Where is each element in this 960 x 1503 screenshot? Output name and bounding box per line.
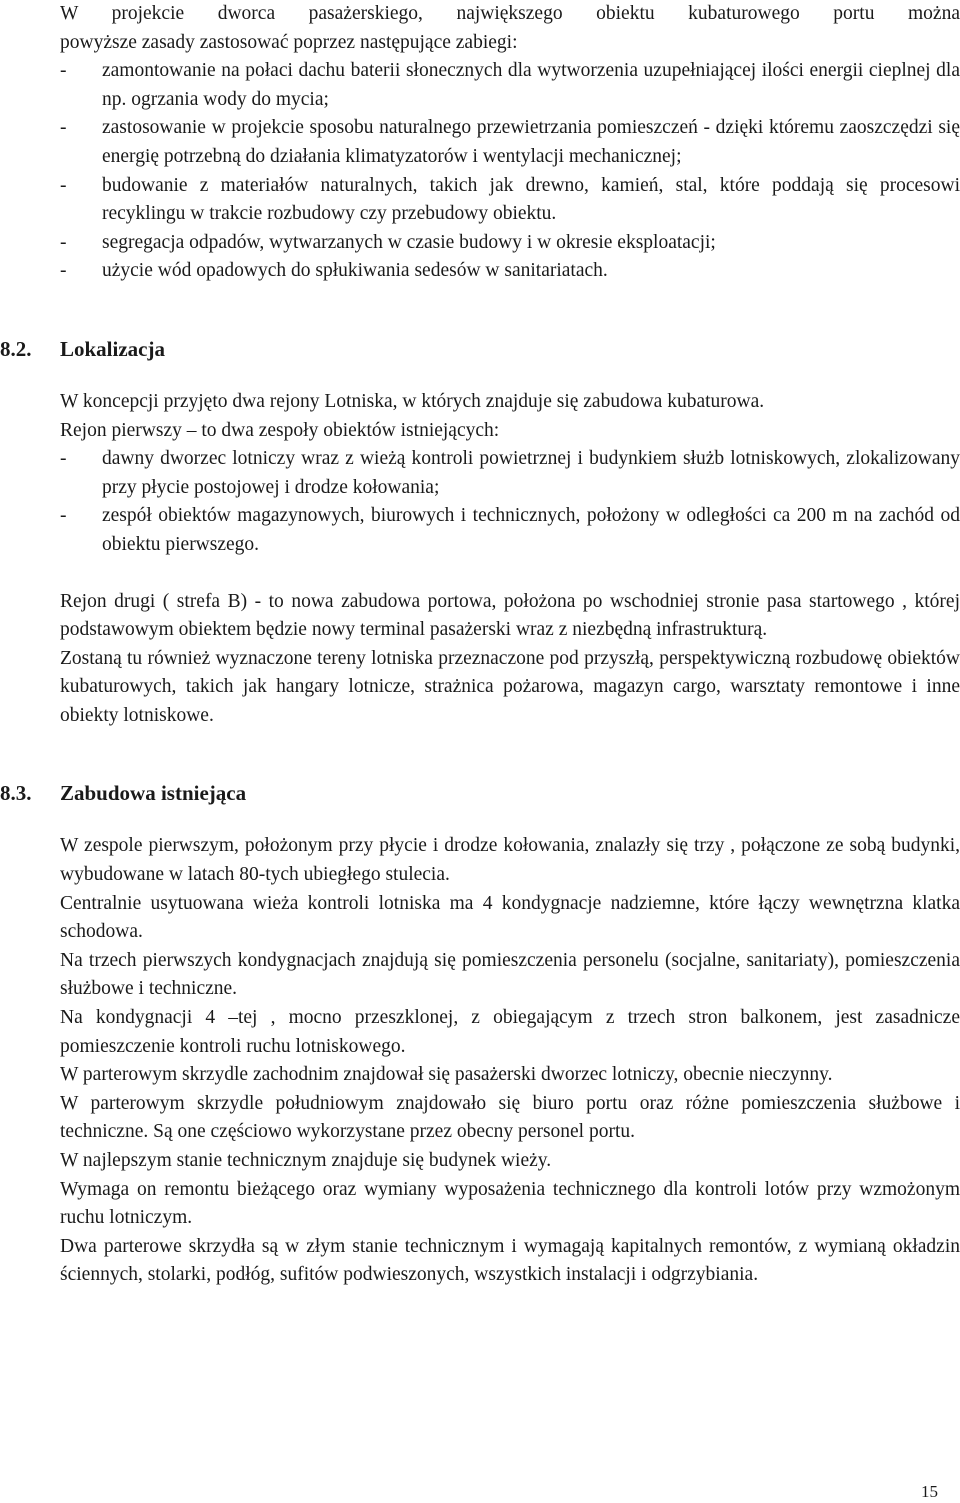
intro-line-2: powyższe zasady zastosować poprzez następujące zabiegi: — [60, 31, 518, 53]
section-heading-8-3 — [0, 778, 960, 808]
section-number: 8.2. — [0, 336, 32, 361]
paragraph: Wymaga on remontu bieżącego oraz wymiany wyposażenia technicznego dla kontroli lotów przy wzmożonym ruchu lotniczym. — [60, 1178, 960, 1229]
section-number: 8.3. — [0, 781, 32, 806]
paragraph: W najlepszym stanie technicznym znajduje się budynek wieży. — [60, 1150, 552, 1171]
list-item: - dawny dworzec lotniczy wraz z wieżą kontroli powietrznej i budynkiem służb lotniskowych, zlokalizowany przy płycie postojowej i drodze kołowania; — [60, 448, 960, 498]
paragraph: W parterowym skrzydle południowym znajdowało się biuro portu oraz różne pomieszczenia służbowe i techniczne. Są one częściowo wykorzystane przez obecny personel portu. — [60, 1092, 960, 1143]
list-item: - segregacja odpadów, wytwarzanych w czasie budowy i w okresie eksploatacji; — [60, 231, 716, 253]
paragraph: Dwa parterowe skrzydła są w złym stanie technicznym i wymagają kapitalnych remontów, z wymianą okładzin ściennych, stolarki, podłóg, sufitów podwieszonych, wszystkich instalacji i odgrzybiania. — [60, 1235, 960, 1286]
page-number: 15 — [921, 1482, 938, 1501]
intro-line-1: W projekcie dworca pasażerskiego, największego obiektu kubaturowego portu można — [60, 3, 960, 24]
paragraph: Rejon pierwszy – to dwa zespoły obiektów istniejących: — [60, 419, 500, 441]
paragraph: Na trzech pierwszych kondygnacjach znajdują się pomieszczenia personelu (socjalne, sanitariaty), pomieszczenia służbowe i techniczne. — [60, 949, 960, 1000]
section-heading-8-2 — [0, 334, 960, 364]
section-title: Zabudowa istniejąca — [60, 781, 247, 806]
paragraph: Centralnie usytuowana wieża kontroli lotniska ma 4 kondygnacje nadziemne, które łączy wewnętrzna klatka schodowa. — [60, 892, 960, 943]
section-title: Lokalizacja — [60, 336, 165, 361]
paragraph: W zespole pierwszym, położonym przy płycie i drodze kołowania, znalazły się trzy , połączone ze sobą budynki, wybudowane w latach 80-tych ubiegłego stulecia. — [60, 835, 960, 886]
paragraph: Rejon drugi ( strefa B) - to nowa zabudowa portowa, położona po wschodniej stronie pasa startowego , której podstawowym obiektem będzie nowy terminal pasażerski wraz z niezbędną infrastrukturą. — [60, 590, 960, 641]
list-item: - budowanie z materiałów naturalnych, takich jak drewno, kamień, stal, które poddają się procesowi recyklingu w trakcie rozbudowy czy przebudowy obiektu. — [60, 174, 960, 225]
paragraph: Zostaną tu również wyznaczone tereny lotniska przeznaczone pod przyszłą, perspektywiczną rozbudowę obiektów kubaturowych, takich jak hangary lotnicze, strażnica pożarowa, magazyn cargo, warsztaty remontowe i inne obiekty lotniskowe. — [60, 647, 960, 726]
list-item: - zespół obiektów magazynowych, biurowych i technicznych, położony w odległości ca 200 m na zachód od obiektu pierwszego. — [60, 505, 960, 555]
list-item: - zastosowanie w projekcie sposobu naturalnego przewietrzania pomieszczeń - dzięki któremu zaoszczędzi się energię potrzebną do działania klimatyzatorów i wentylacji mechanicznej; — [60, 117, 960, 167]
paragraph: Na kondygnacji 4 –tej , mocno przeszklonej, z obiegającym z trzech stron balkonem, jest zasadnicze pomieszczenie kontroli ruchu lotniskowego. — [60, 1007, 960, 1057]
paragraph: W koncepcji przyjęto dwa rejony Lotniska, w których znajduje się zabudowa kubaturowa. — [60, 390, 765, 412]
list-item: - użycie wód opadowych do spłukiwania sedesów w sanitariatach. — [60, 260, 608, 282]
list-item: - zamontowanie na połaci dachu baterii słonecznych dla wytworzenia uzupełniającej ilości energii cieplnej dla np. ogrzania wody do mycia; — [60, 60, 960, 110]
paragraph: W parterowym skrzydle zachodnim znajdował się pasażerski dworzec lotniczy, obecnie nieczynny. — [60, 1064, 833, 1086]
intro-block — [60, 0, 960, 286]
